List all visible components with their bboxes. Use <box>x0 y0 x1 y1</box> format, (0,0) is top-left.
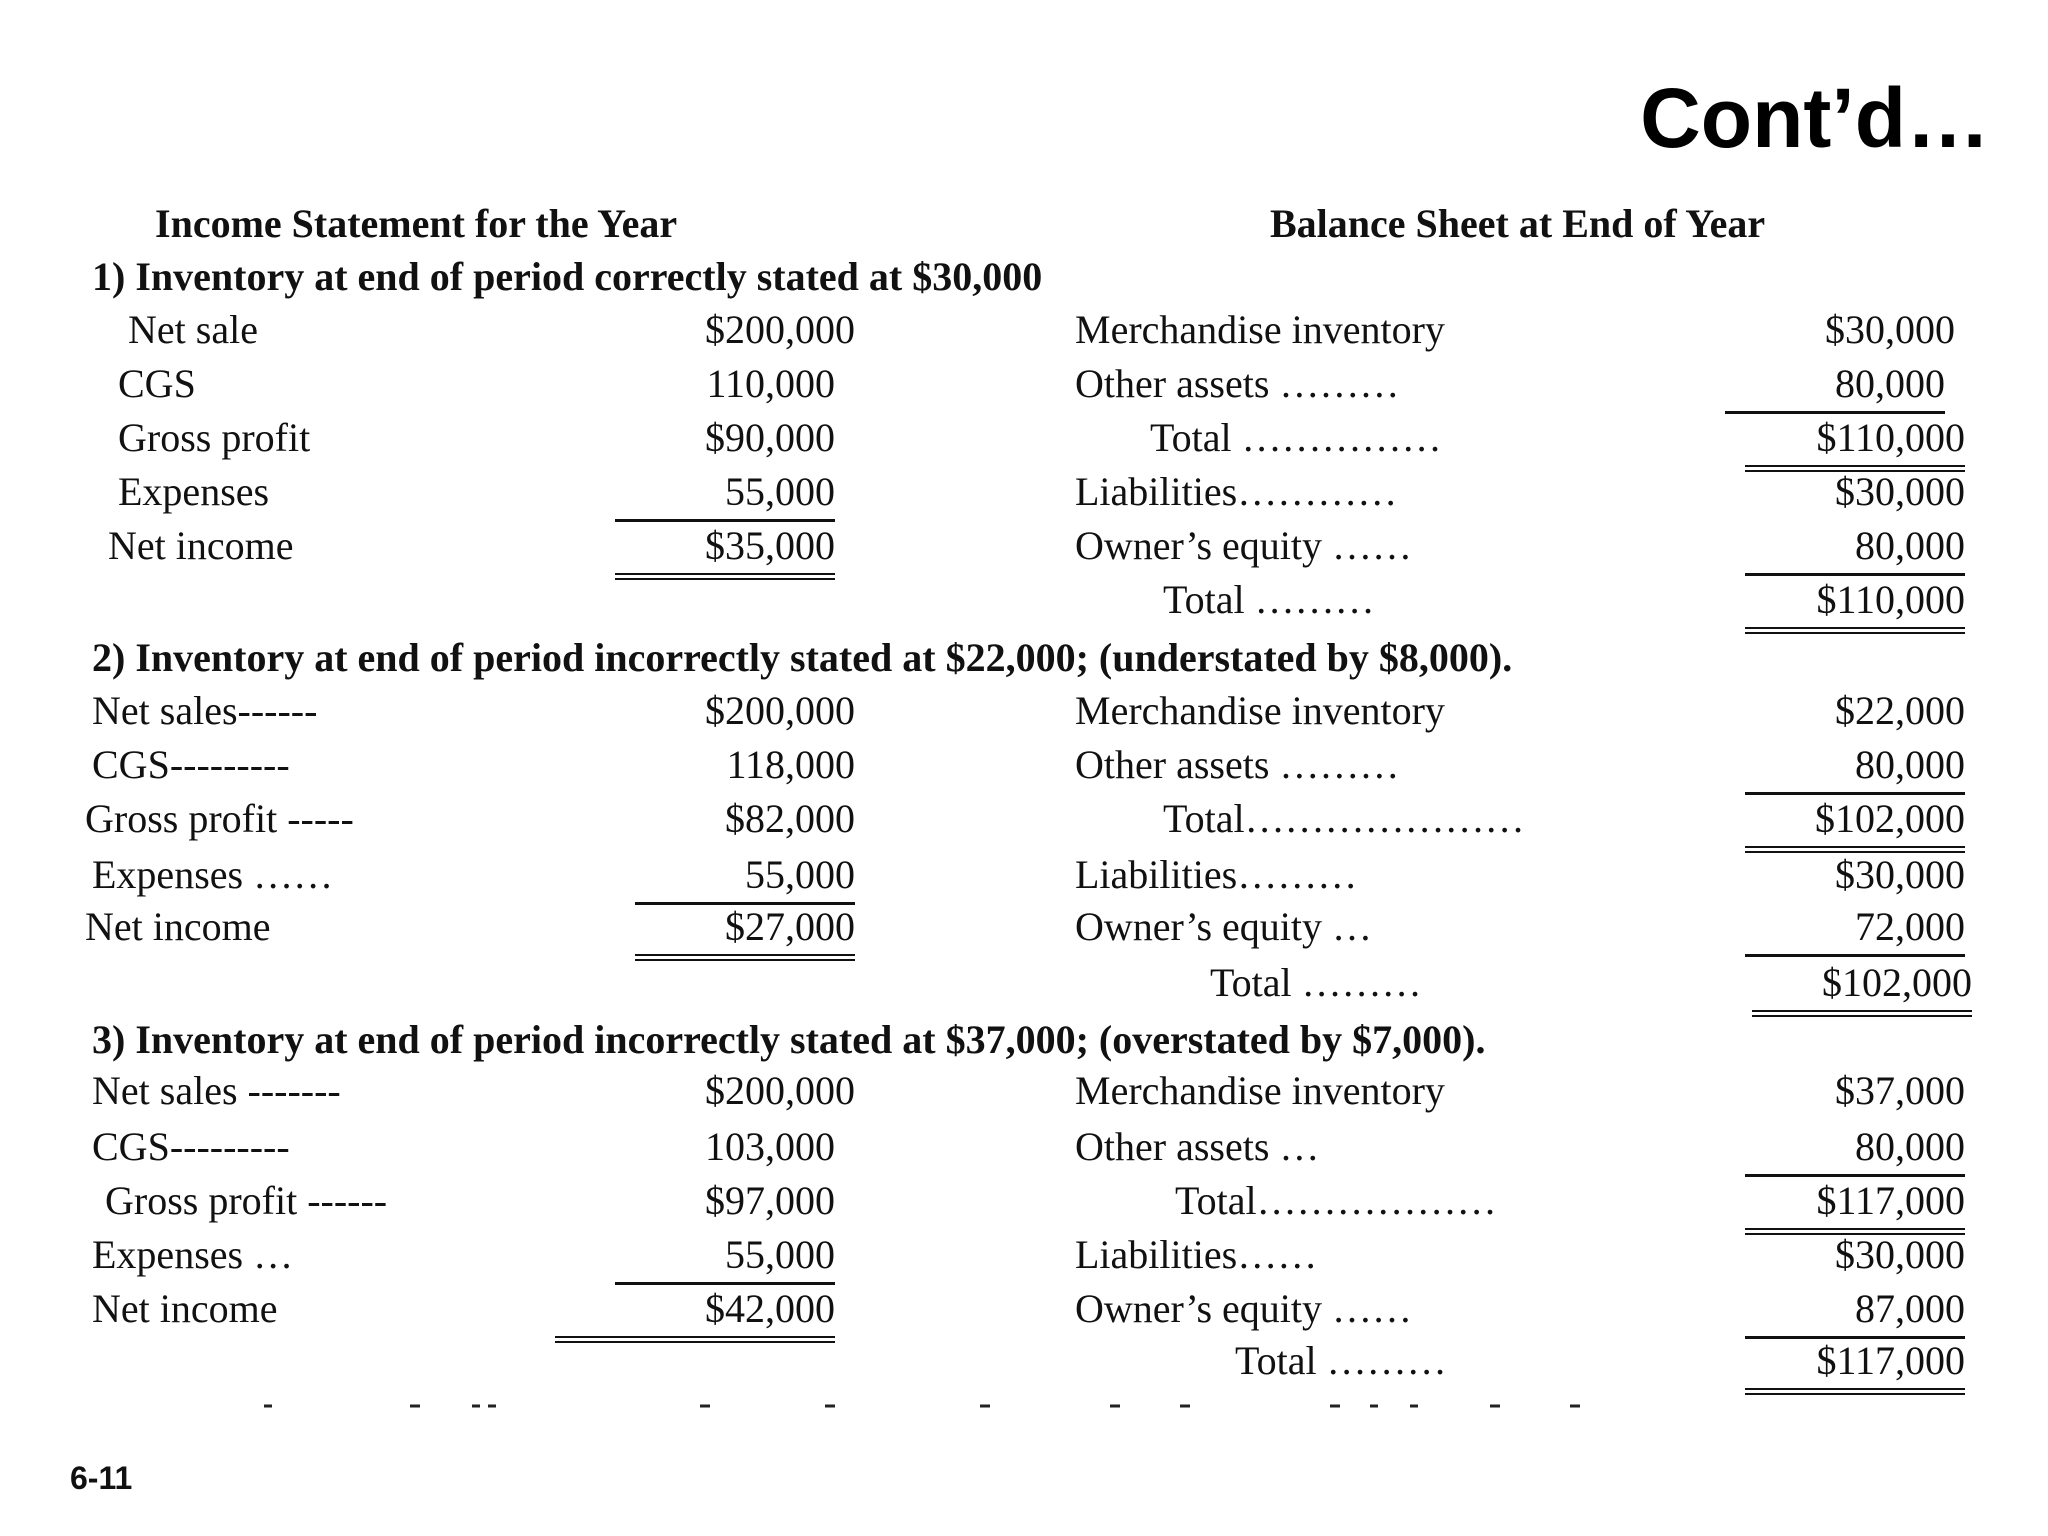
balance-label: Other assets ……… <box>1075 361 1400 406</box>
balance-label: Total……………… <box>1175 1178 1497 1223</box>
balance-sheet-header: Balance Sheet at End of Year <box>1270 201 1766 246</box>
income-label: Net income <box>85 904 271 949</box>
income-value: 110,000 <box>706 361 835 406</box>
balance-label: Merchandise inventory <box>1075 688 1445 733</box>
balance-label: Owner’s equity …… <box>1075 1286 1412 1331</box>
section-1-heading: 1) Inventory at end of period correctly stated at $30,000 <box>92 254 1043 299</box>
balance-value: 80,000 <box>1745 738 1965 795</box>
balance-value: $102,000 <box>1745 792 1965 853</box>
section-3-heading: 3) Inventory at end of period incorrectly stated at $37,000; (overstated by $7,000). <box>92 1017 1486 1062</box>
income-label: CGS--------- <box>92 1124 290 1169</box>
balance-label: Liabilities…… <box>1075 1232 1318 1277</box>
balance-label: Total ……… <box>1163 577 1375 622</box>
balance-label: Total………………… <box>1163 796 1525 841</box>
balance-value: $102,000 <box>1752 956 1972 1017</box>
balance-value: $110,000 <box>1745 411 1965 472</box>
balance-label: Liabilities……… <box>1075 852 1358 897</box>
income-value: 103,000 <box>705 1124 835 1169</box>
income-label: Net sale <box>128 307 258 352</box>
balance-value: $30,000 <box>1825 307 1955 352</box>
balance-label: Total ……… <box>1210 960 1422 1005</box>
balance-label: Total ……… <box>1235 1338 1447 1383</box>
income-label: Net income <box>108 523 294 568</box>
income-label: Gross profit ------ <box>105 1178 388 1223</box>
income-value: 118,000 <box>726 742 855 787</box>
balance-value: 87,000 <box>1745 1282 1965 1339</box>
income-statement-header: Income Statement for the Year <box>155 201 678 246</box>
income-label: Gross profit <box>118 415 311 460</box>
balance-value: 80,000 <box>1725 357 1945 414</box>
balance-label: Other assets … <box>1075 1124 1320 1169</box>
income-value: 55,000 <box>635 848 855 905</box>
balance-label: Owner’s equity …… <box>1075 523 1412 568</box>
income-label: CGS--------- <box>92 742 290 787</box>
balance-value: 72,000 <box>1745 900 1965 957</box>
income-value: $200,000 <box>705 307 855 352</box>
income-value: 55,000 <box>615 1228 835 1285</box>
cropped-text-remnant <box>250 1398 1610 1412</box>
balance-label: Owner’s equity … <box>1075 904 1372 949</box>
balance-value: $37,000 <box>1835 1068 1965 1113</box>
balance-label: Other assets ……… <box>1075 742 1400 787</box>
balance-label: Merchandise inventory <box>1075 1068 1445 1113</box>
income-value: $90,000 <box>705 415 835 460</box>
income-value: $200,000 <box>705 688 855 733</box>
balance-value: $117,000 <box>1745 1334 1965 1395</box>
balance-value: $117,000 <box>1745 1174 1965 1235</box>
balance-value: $110,000 <box>1745 573 1965 634</box>
balance-value: 80,000 <box>1745 519 1965 576</box>
balance-label: Total …………… <box>1150 415 1442 460</box>
income-value: $200,000 <box>705 1068 855 1113</box>
balance-value: 80,000 <box>1745 1120 1965 1177</box>
page-number: 6-11 <box>70 1460 133 1496</box>
balance-label: Liabilities………… <box>1075 469 1398 514</box>
slide-title: Cont’d… <box>1640 71 1990 165</box>
income-value: 55,000 <box>615 465 835 522</box>
balance-value: $30,000 <box>1835 1232 1965 1277</box>
income-label: Net income <box>92 1286 278 1331</box>
income-value: $35,000 <box>615 519 835 580</box>
balance-value: $22,000 <box>1835 688 1965 733</box>
balance-value: $30,000 <box>1835 469 1965 514</box>
income-label: Net sales------ <box>92 688 318 733</box>
income-label: Gross profit ----- <box>85 796 354 841</box>
income-value: $97,000 <box>705 1178 835 1223</box>
section-2-heading: 2) Inventory at end of period incorrectly stated at $22,000; (understated by $8,000). <box>92 635 1513 680</box>
income-label: Expenses <box>118 469 270 514</box>
balance-label: Merchandise inventory <box>1075 307 1445 352</box>
income-value: $82,000 <box>725 796 855 841</box>
income-label: Net sales ------- <box>92 1068 341 1113</box>
income-value: $42,000 <box>555 1282 835 1343</box>
balance-value: $30,000 <box>1835 852 1965 897</box>
income-value: $27,000 <box>635 900 855 961</box>
income-label: Expenses … <box>92 1232 294 1277</box>
income-label: Expenses …… <box>92 852 334 897</box>
income-label: CGS <box>118 361 196 406</box>
